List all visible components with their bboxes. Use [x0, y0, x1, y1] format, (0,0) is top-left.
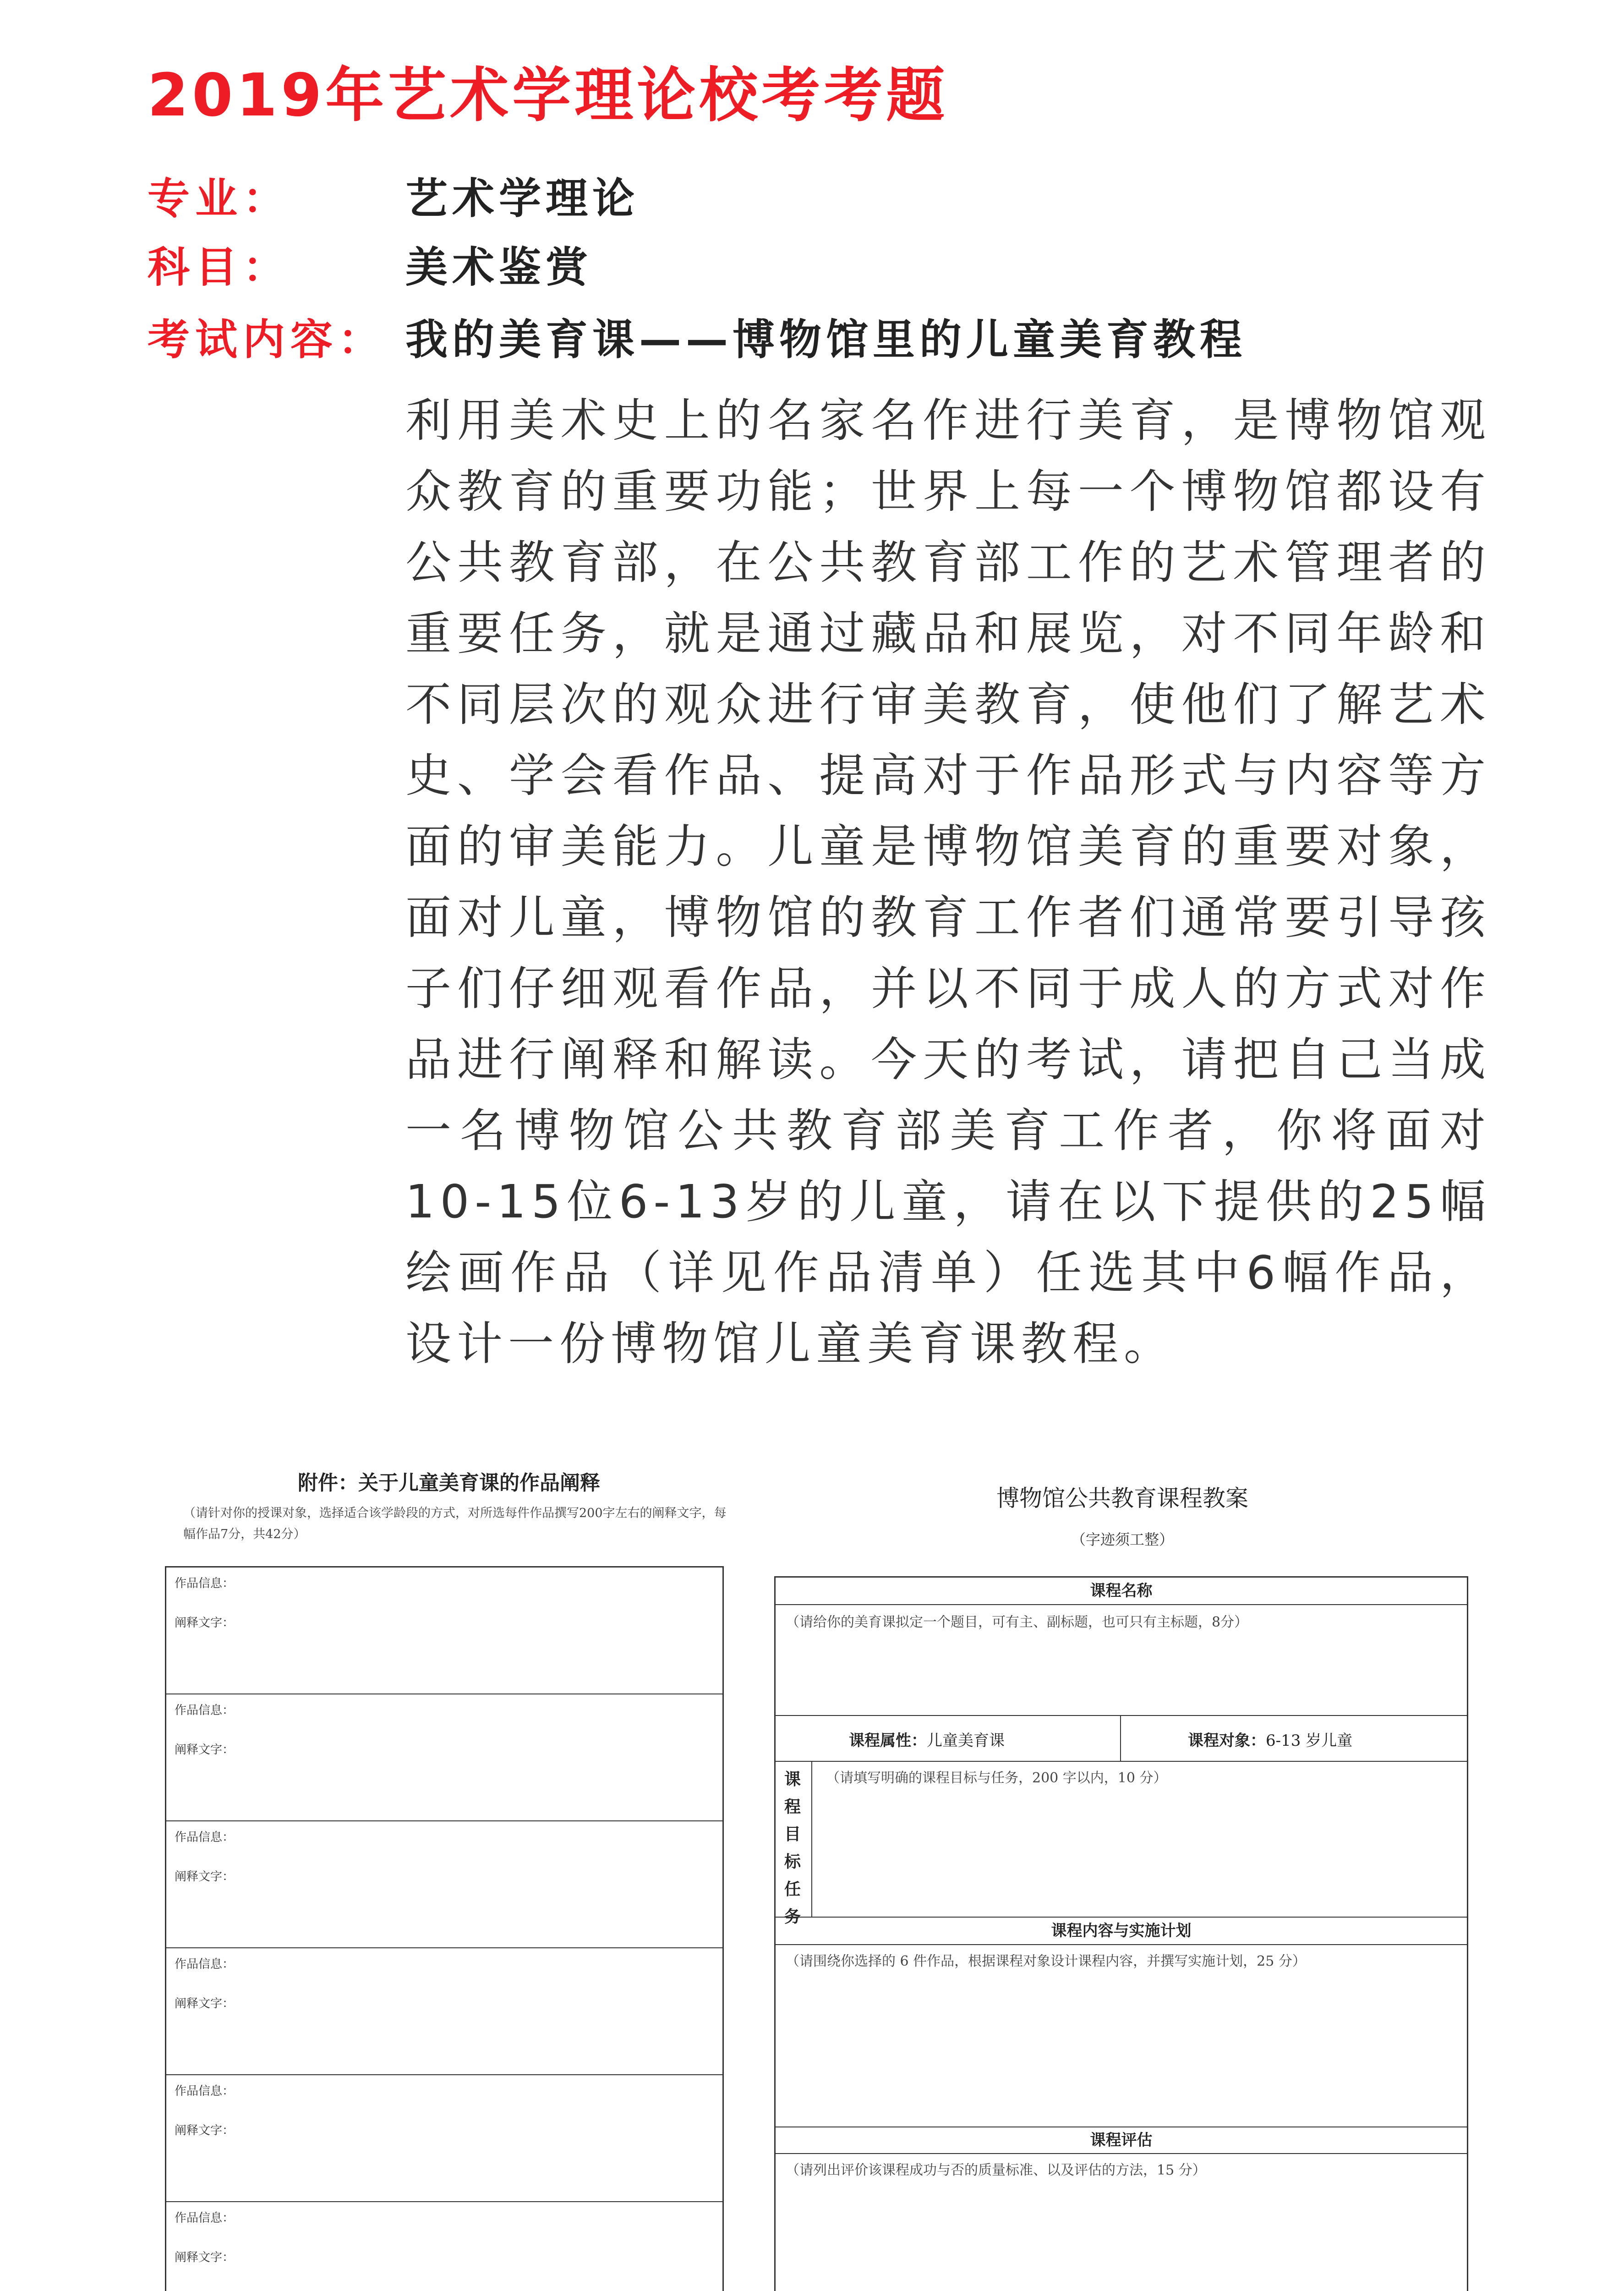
- artwork-info-label: 作品信息：: [175, 1831, 235, 1844]
- content-value: 我的美育课——博物馆里的儿童美育教程: [405, 315, 1247, 364]
- page-title: 2019年艺术学理论校考考题: [148, 61, 949, 130]
- artwork-cell[interactable]: [166, 2075, 722, 2202]
- content-plan-note: （请围绕你选择的 6 件作品，根据课程对象设计课程内容，并撰写实施计划，25 分）: [786, 1953, 1306, 1969]
- attachment-table: [165, 1566, 724, 2291]
- course-target: 课程对象：6-13 岁儿童: [1188, 1732, 1353, 1750]
- subject-value: 美术鉴赏: [405, 243, 593, 292]
- course-name-header: 课程名称: [776, 1578, 1467, 1605]
- evaluation-field[interactable]: [776, 2155, 1467, 2291]
- artwork-cell[interactable]: [166, 1821, 722, 1948]
- attachment-title: 附件：关于儿童美育课的作品阐释: [298, 1471, 600, 1495]
- interpretation-label: 阐释文字：: [175, 1870, 235, 1884]
- artwork-info-label: 作品信息：: [175, 1577, 235, 1590]
- content-plan-field[interactable]: [776, 1946, 1467, 2125]
- artwork-info-label: 作品信息：: [175, 2211, 235, 2225]
- lesson-plan-subtitle: （字迹须工整）: [1071, 1531, 1174, 1548]
- artwork-info-label: 作品信息：: [175, 1704, 235, 1717]
- interpretation-label: 阐释文字：: [175, 1616, 235, 1630]
- interpretation-label: 阐释文字：: [175, 2251, 235, 2264]
- content-plan-header: 课程内容与实施计划: [776, 1918, 1467, 1945]
- interpretation-label: 阐释文字：: [175, 1997, 235, 2011]
- evaluation-note: （请列出评价该课程成功与否的质量标准、以及评估的方法，15 分）: [786, 2162, 1206, 2178]
- artwork-info-label: 作品信息：: [175, 1957, 235, 1971]
- artwork-cell[interactable]: [166, 2202, 722, 2291]
- subject-label: 科目：: [148, 243, 291, 292]
- course-goal-field[interactable]: [812, 1762, 1467, 1916]
- course-name-note: （请给你的美育课拟定一个题目，可有主、副标题，也可只有主标题，8分）: [786, 1614, 1248, 1630]
- lesson-plan-title: 博物馆公共教育课程教案: [996, 1485, 1248, 1512]
- interpretation-label: 阐释文字：: [175, 2124, 235, 2138]
- evaluation-header: 课程评估: [776, 2127, 1467, 2154]
- course-goal-label: 课 程 目 标 任 务: [784, 1770, 801, 1926]
- content-label: 考试内容：: [148, 315, 386, 364]
- course-attribute: 课程属性：儿童美育课: [849, 1732, 1005, 1750]
- artwork-cell[interactable]: [166, 1948, 722, 2075]
- interpretation-label: 阐释文字：: [175, 1743, 235, 1757]
- artwork-cell[interactable]: [166, 1694, 722, 1821]
- artwork-cell[interactable]: [166, 1568, 722, 1694]
- major-value: 艺术学理论: [405, 174, 640, 223]
- major-label: 专业：: [148, 174, 291, 223]
- course-name-field[interactable]: [776, 1606, 1467, 1698]
- artwork-info-label: 作品信息：: [175, 2084, 235, 2098]
- attachment-note: （请针对你的授课对象，选择适合该学龄段的方式，对所选每件作品撰写200字左右的阐释文字，每幅作品7分，共42分）: [183, 1506, 727, 1541]
- exam-description: 利用美术史上的名家名作进行美育，是博物馆观众教育的重要功能；世界上每一个博物馆都设有公共教育部，在公共教育部工作的艺术管理者的重要任务，就是通过藏品和展览，对不同年龄和不同层次的观众进行审美教育，使他们了解艺术史、学会看作品、提高对于作品形式与内容等方面的审美能力。儿童是博物馆美育的重要对象，面对儿童，博物馆的教育工作者们通常要引导孩子们仔细观看作品，并以不同于成人的方式对作品进行阐释和解读。今天的考试，请把自己当成一名博物馆公共教育部美育工作者，你将面对10-15位6-13岁的儿童，请在以下提供的25幅绘画作品（详见作品清单）任选其中6幅作品，设计一份博物馆儿童美育课教程。: [405, 394, 1491, 1370]
- lesson-plan-table: [774, 1576, 1468, 2291]
- course-goal-note: （请填写明确的课程目标与任务，200 字以内，10 分）: [826, 1770, 1167, 1786]
